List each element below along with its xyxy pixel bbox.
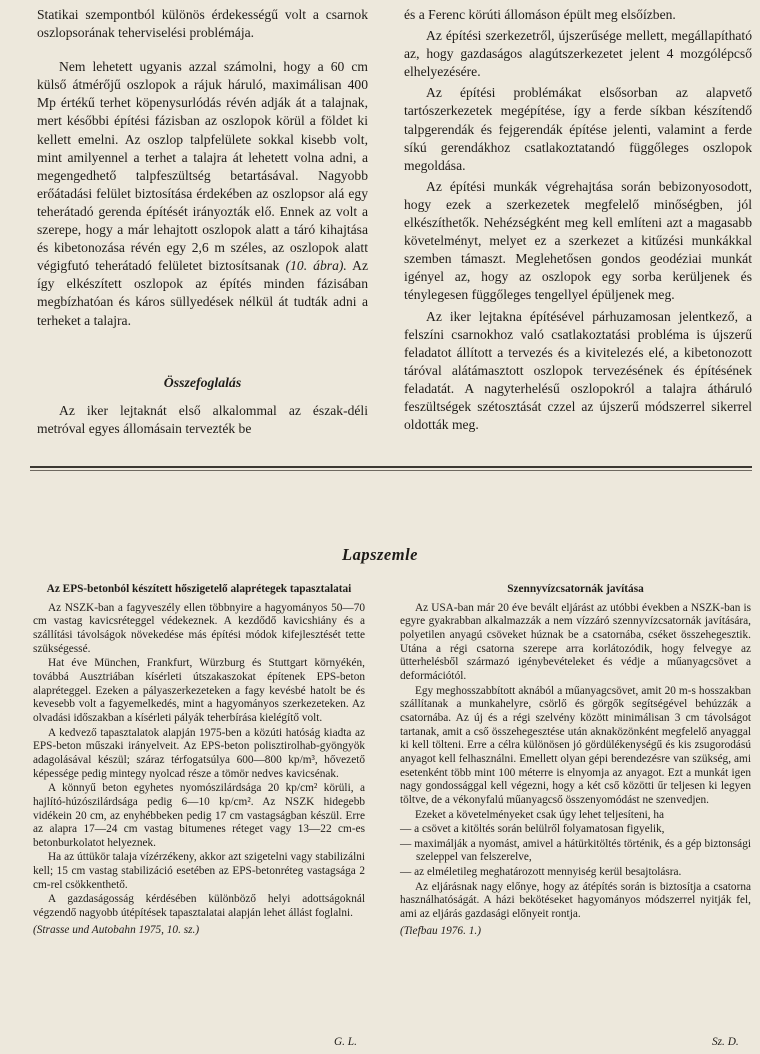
top-right-column bbox=[404, 6, 752, 437]
article-title: Az EPS-betonból készített hőszigetelő alaprétegek tapasztalatai bbox=[46, 583, 352, 595]
paragraph: Az építési szerkezetről, újszerűsége mellett, megállapítható az, hogy gazdaságos alagútszerkezetet jelent 4 mozgólépcső elhelyezésére. bbox=[404, 28, 752, 80]
paragraph: és a Ferenc körúti állomáson épült meg elsőízben. bbox=[404, 7, 676, 22]
paragraph: Nem lehetett ugyanis azzal számolni, hogy a 60 cm külső átmérőjű oszlopok a rájuk háruló, maximálisan 400 Mp értékű terhet köpenysurlódás révén adják át a talajnak, mert későbbi építési fázisban az oszlopok körül a földet ki kellett emelni. Az oszlop talpfelülete sokkal kisebb volt, mint amilyennel a terhet a talajra át lehetett volna adni, a megengedhető talpfeszültség betartásával. Nagyobb erőátadási felület biztosítása érdekében az oszlopsor alá egy teherátadó gerenda építését irányozták elő. Ennek az volt a szerepe, hogy a már lehajtott oszlopok alatt a táró kihajtása és kibetonozása révén egy 2,6 m széles, az oszlopok alatt végigfutó teherátadó felületet biztosítsanak (10. ábra). Az így elkészített oszlopok az építés minden fázisában megbízhatóan és káros süllyedések nélkül át tudták adni a terheket a talajra. bbox=[37, 59, 368, 328]
paragraph: Az NSZK-ban a fagyveszély ellen többnyire a hagyományos 50—70 cm vastag kavicsréteggel védekeznek. A kezdődő kavicshiány és a szállítási távolságok növekedése más építési módok kifejlesztését tette szükségessé. bbox=[33, 601, 365, 655]
paragraph: A kedvező tapasztalatok alapján 1975-ben a közúti hatóság kiadta az EPS-beton műszaki irányelveit. Az EPS-beton polisztirolhab-gyöngyök adagolásával készül; száraz térfogatsúlya 600—800 kp/m³, hővezető képessége pedig mintegy nyolcad része a tömör nedves kavicsénak. bbox=[33, 726, 365, 780]
paragraph: A könnyű beton egyhetes nyomószilárdsága 20 kp/cm² körüli, a hajlító-húzószilárdsága pedig 6—10 kp/cm². Az NSZK hidegebb vidékein 20 cm, az enyhébbeken pedig 17 cm vastagságban készül. Erre az alapra 17—24 cm vastag bitumenes réteget vagy 13—22 cm-es betonburkolatot helyeznek. bbox=[33, 782, 365, 849]
paragraph: A gazdaságosság kérdésében különböző helyi adottságoknál végzendő nagyobb útépítések tapasztalatai alapján lehet állást foglalni. bbox=[33, 893, 365, 920]
author-signature: G. L. bbox=[334, 1036, 357, 1048]
article-title: Szennyvízcsatornák javítása bbox=[507, 583, 644, 595]
list-item: — az elméletileg meghatározott mennyiség kerül besajtolásra. bbox=[400, 866, 682, 879]
paragraph: Az iker lejtaknát első alkalommal az észak-déli metróval egyes állomásain tervezték be bbox=[37, 402, 368, 436]
list-item: — a csövet a kitöltés során belülről folyamatosan figyelik, bbox=[400, 823, 665, 836]
paragraph: Ezeket a követelményeket csak úgy lehet teljesíteni, ha bbox=[415, 808, 665, 821]
review-article-right bbox=[400, 583, 751, 939]
paragraph: Az építési munkák végrehajtása során bebizonyosodott, hogy ezek a szerkezetek megfelelő minőségben, jól elkészíthetők. Nehézségként meg kell említeni azt a magasabb követelményt, melyet ez a szerkezet a kitűzési munkákkal szemben támaszt. Meglehetősen gondos geodéziai munkát igényel az, hogy az oszlopok egy sorba kerüljenek és ténylegesen függőleges tengellyel épüljenek meg. bbox=[404, 178, 752, 303]
section-heading: Összefoglalás bbox=[163, 374, 242, 390]
author-signature: Sz. D. bbox=[712, 1036, 739, 1048]
paragraph: Hat éve München, Frankfurt, Würzburg és Stuttgart környékén, továbbá Ausztriában kísérleti útszakaszokat építenek EPS-beton alapréteggel. Ezeken a pályaszerkezeteken a fagy kevésbé hatolt be és kevesebb volt a fagyemelkedés, mint a hagyományos szerkezeteken. Az olvadási időszakban a kísérleti pályák teherbírása kielégítő volt. bbox=[33, 657, 365, 724]
figure-reference: (10. ábra). bbox=[285, 258, 347, 274]
paragraph: Az USA-ban már 20 éve bevált eljárást az utóbbi években a NSZK-ban is egyre gyakrabban alkalmazzák a nem vízzáró szennyvízcsatornák javítására, polyetilen anyagú csöveket húznak be a csatornába, cséket összehegesztik. Utána a régi csatorna szerepe arra korlátozódik, hogy felvegye az ütterhelésből származó igénybevételeket és védje a műanyagcsövet a deformációtól. bbox=[400, 601, 751, 682]
list-item: — maximálják a nyomást, amivel a hátürkitöltés történik, és a gép biztonsági szeleppel van felszerelve, bbox=[400, 837, 751, 864]
paragraph: Az eljárásnak nagy előnye, hogy az átépítés során is biztosítja a csatorna használhatóságát. A házi bekötéseket hagyományos módszerrel nyitják fel, ami az eljárás gazdasági előnyeit rontja. bbox=[400, 880, 751, 921]
paragraph: Egy meghosszabbított aknából a műanyagcsövet, amit 20 m-s hosszakban szállítanak a munkahelyre, csörlő és görgők segítségével behúzzák a csatornába. Az új és a régi szelvény között minimálisan 3 cm távolságot tartanak, amit a cső összehegesztése után aknaközönként megfelelő anyaggal ki kell tölteni. Erre a célra különösen jó gördülékenységű és kis zsugorodású anyagot kell felhasználni. Emellett olyan gépi berendezésre van szükség, ami esetenként több mint 100 méterre is elnyomja az anyagot. Ezt a munkát igen nagy gondossággal kell végezni, hogy a két cső közötti űr teljesen ki legyen töltve, de a vékonyfalú műanyagcső összenyomódást ne szenvedjen. bbox=[400, 684, 751, 806]
divider bbox=[30, 466, 752, 468]
paragraph: Ha az úttükör talaja vízérzékeny, akkor azt szigetelni vagy stabilizálni kell; 15 cm vastag stabilizáció esetében az EPS-betonréteg vastagsága 2 cm-rel csökkenthető. bbox=[33, 851, 365, 891]
divider bbox=[30, 470, 752, 471]
paragraph: Az iker lejtakna építésével párhuzamosan jelentkező, a felszíni csarnokhoz való csatlakoztatási probléma is újszerű feladatot állított a tervezés és a kivitelezés elé, a kibetonozott táróval alátámasztott oszlopok tervezésének és építésének feladatát. A nagyterhelésű oszlopokról a talajra átháruló feszültségek szétosztását czzel az újszerű módszerrel sikerrel oldották meg. bbox=[404, 308, 752, 433]
top-left-column bbox=[37, 6, 368, 441]
section-title: Lapszemle bbox=[342, 545, 418, 564]
source-citation: (Tiefbau 1976. 1.) bbox=[400, 924, 481, 937]
paragraph: Az építési problémákat elsősorban az alapvető tartószerkezetek megépítése, így a ferde síkban készítendő talpgerendák és fejgerendák építése jelenti, valamint a ferde síkú gerendákhoz csatlakoztatandó függőleges oszlopok megoldása. bbox=[404, 85, 752, 173]
review-article-left bbox=[33, 583, 365, 938]
source-citation: (Strasse und Autobahn 1975, 10. sz.) bbox=[33, 923, 200, 936]
paragraph: Statikai szempontból különös érdekességű volt a csarnok oszlopsorának teherviselési problémája. bbox=[37, 7, 368, 41]
